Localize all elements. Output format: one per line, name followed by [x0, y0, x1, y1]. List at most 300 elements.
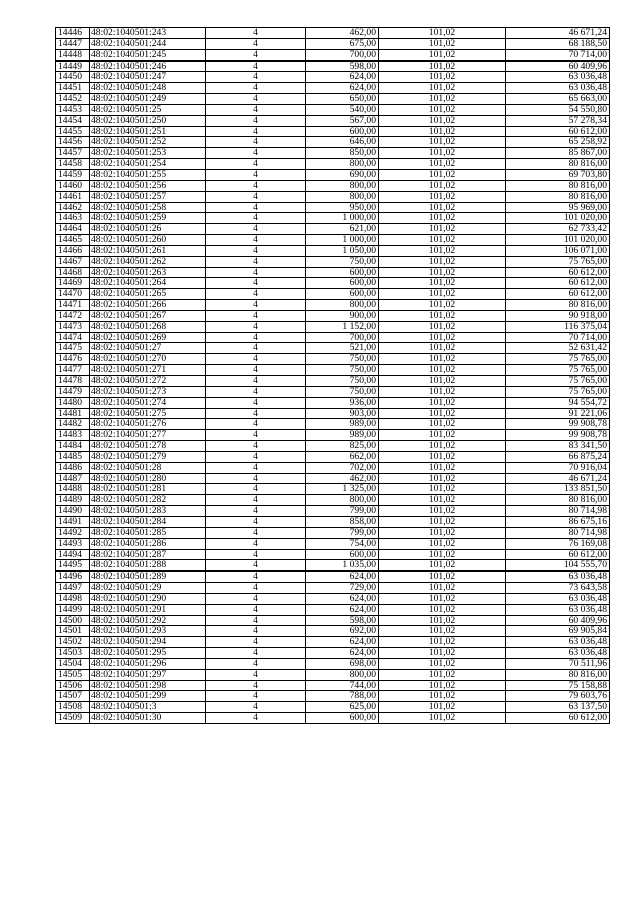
rate-cell: 101,02: [379, 419, 506, 430]
area-cell: 600,00: [306, 267, 379, 278]
table-row: [56, 516, 610, 527]
value-cell: 75 765,00: [506, 376, 610, 387]
category-cell: 4: [206, 691, 306, 702]
row-number-cell: 14450: [56, 72, 90, 83]
table-row: [56, 408, 610, 419]
value-cell: 63 036,48: [506, 83, 610, 94]
area-cell: 1 000,00: [306, 213, 379, 224]
area-cell: 989,00: [306, 419, 379, 430]
category-cell: 4: [206, 560, 306, 571]
table-row: [56, 658, 610, 669]
area-cell: 1 152,00: [306, 321, 379, 332]
cadastral-number-cell: 48:02:1040501:258: [90, 202, 206, 213]
value-cell: 63 036,48: [506, 604, 610, 615]
area-cell: 600,00: [306, 713, 379, 724]
row-number-cell: 14457: [56, 148, 90, 159]
cadastral-number-cell: 48:02:1040501:292: [90, 615, 206, 626]
rate-cell: 101,02: [379, 430, 506, 441]
rate-cell: 101,02: [379, 191, 506, 202]
cadastral-number-cell: 48:02:1040501:254: [90, 159, 206, 170]
row-number-cell: 14499: [56, 604, 90, 615]
value-cell: 80 816,00: [506, 300, 610, 311]
area-cell: 702,00: [306, 462, 379, 473]
row-number-cell: 14470: [56, 289, 90, 300]
row-number-cell: 14473: [56, 321, 90, 332]
category-cell: 4: [206, 235, 306, 246]
table-row: [56, 702, 610, 713]
rate-cell: 101,02: [379, 658, 506, 669]
table-row: [56, 83, 610, 94]
category-cell: 4: [206, 637, 306, 648]
cadastral-number-cell: 48:02:1040501:260: [90, 235, 206, 246]
row-number-cell: 14469: [56, 278, 90, 289]
area-cell: 825,00: [306, 441, 379, 452]
row-number-cell: 14456: [56, 137, 90, 148]
cadastral-number-cell: 48:02:1040501:259: [90, 213, 206, 224]
area-cell: 754,00: [306, 538, 379, 549]
value-cell: 83 341,50: [506, 441, 610, 452]
table-row: [56, 669, 610, 680]
value-cell: 80 816,00: [506, 495, 610, 506]
area-cell: 900,00: [306, 310, 379, 321]
area-cell: 800,00: [306, 191, 379, 202]
cadastral-number-cell: 48:02:1040501:251: [90, 126, 206, 137]
value-cell: 57 278,34: [506, 115, 610, 126]
area-cell: 903,00: [306, 408, 379, 419]
category-cell: 4: [206, 516, 306, 527]
rate-cell: 101,02: [379, 473, 506, 484]
value-cell: 70 511,96: [506, 658, 610, 669]
area-cell: 624,00: [306, 637, 379, 648]
table-row: [56, 289, 610, 300]
area-cell: 462,00: [306, 473, 379, 484]
rate-cell: 101,02: [379, 300, 506, 311]
value-cell: 63 036,48: [506, 571, 610, 582]
category-cell: 4: [206, 343, 306, 354]
value-cell: 70 714,00: [506, 49, 610, 60]
value-cell: 80 816,00: [506, 180, 610, 191]
row-number-cell: 14459: [56, 169, 90, 180]
row-number-cell: 14461: [56, 191, 90, 202]
value-cell: 73 643,58: [506, 583, 610, 594]
rate-cell: 101,02: [379, 680, 506, 691]
area-cell: 799,00: [306, 527, 379, 538]
table-row: [56, 473, 610, 484]
value-cell: 75 765,00: [506, 386, 610, 397]
area-cell: 692,00: [306, 626, 379, 637]
row-number-cell: 14506: [56, 680, 90, 691]
rate-cell: 101,02: [379, 691, 506, 702]
table-row: [56, 94, 610, 105]
area-cell: 598,00: [306, 615, 379, 626]
category-cell: 4: [206, 408, 306, 419]
cadastral-number-cell: 48:02:1040501:244: [90, 38, 206, 49]
area-cell: 850,00: [306, 148, 379, 159]
rate-cell: 101,02: [379, 61, 506, 72]
category-cell: 4: [206, 484, 306, 495]
rate-cell: 101,02: [379, 28, 506, 39]
rate-cell: 101,02: [379, 159, 506, 170]
rate-cell: 101,02: [379, 94, 506, 105]
row-number-cell: 14479: [56, 386, 90, 397]
table-row: [56, 680, 610, 691]
rate-cell: 101,02: [379, 104, 506, 115]
area-cell: 646,00: [306, 137, 379, 148]
value-cell: 95 969,00: [506, 202, 610, 213]
value-cell: 75 765,00: [506, 354, 610, 365]
area-cell: 540,00: [306, 104, 379, 115]
table-row: [56, 49, 610, 60]
row-number-cell: 14460: [56, 180, 90, 191]
category-cell: 4: [206, 148, 306, 159]
category-cell: 4: [206, 213, 306, 224]
table-row: [56, 615, 610, 626]
table-row: [56, 115, 610, 126]
category-cell: 4: [206, 159, 306, 170]
row-number-cell: 14454: [56, 115, 90, 126]
cadastral-number-cell: 48:02:1040501:25: [90, 104, 206, 115]
category-cell: 4: [206, 669, 306, 680]
table-row: [56, 484, 610, 495]
rate-cell: 101,02: [379, 484, 506, 495]
rate-cell: 101,02: [379, 38, 506, 49]
row-number-cell: 14502: [56, 637, 90, 648]
table-row: [56, 61, 610, 72]
area-cell: 936,00: [306, 397, 379, 408]
category-cell: 4: [206, 38, 306, 49]
rate-cell: 101,02: [379, 408, 506, 419]
category-cell: 4: [206, 506, 306, 517]
rate-cell: 101,02: [379, 213, 506, 224]
value-cell: 133 851,50: [506, 484, 610, 495]
row-number-cell: 14488: [56, 484, 90, 495]
rate-cell: 101,02: [379, 462, 506, 473]
table-row: [56, 310, 610, 321]
row-number-cell: 14480: [56, 397, 90, 408]
value-cell: 101 020,00: [506, 213, 610, 224]
row-number-cell: 14464: [56, 224, 90, 235]
table-row: [56, 441, 610, 452]
area-cell: 1 050,00: [306, 245, 379, 256]
area-cell: 600,00: [306, 289, 379, 300]
cadastral-number-cell: 48:02:1040501:299: [90, 691, 206, 702]
area-cell: 600,00: [306, 549, 379, 560]
category-cell: 4: [206, 376, 306, 387]
cadastral-number-cell: 48:02:1040501:252: [90, 137, 206, 148]
table-row: [56, 343, 610, 354]
table-row: [56, 126, 610, 137]
category-cell: 4: [206, 473, 306, 484]
table-row: [56, 148, 610, 159]
area-cell: 1 000,00: [306, 235, 379, 246]
row-number-cell: 14489: [56, 495, 90, 506]
category-cell: 4: [206, 365, 306, 376]
cadastral-number-cell: 48:02:1040501:27: [90, 343, 206, 354]
rate-cell: 101,02: [379, 278, 506, 289]
category-cell: 4: [206, 571, 306, 582]
value-cell: 80 714,98: [506, 506, 610, 517]
category-cell: 4: [206, 648, 306, 659]
rate-cell: 101,02: [379, 451, 506, 462]
value-cell: 63 137,50: [506, 702, 610, 713]
table-row: [56, 583, 610, 594]
area-cell: 625,00: [306, 702, 379, 713]
row-number-cell: 14478: [56, 376, 90, 387]
row-number-cell: 14503: [56, 648, 90, 659]
value-cell: 80 816,00: [506, 191, 610, 202]
row-number-cell: 14472: [56, 310, 90, 321]
row-number-cell: 14462: [56, 202, 90, 213]
row-number-cell: 14451: [56, 83, 90, 94]
category-cell: 4: [206, 626, 306, 637]
rate-cell: 101,02: [379, 332, 506, 343]
area-cell: 750,00: [306, 256, 379, 267]
table-row: [56, 180, 610, 191]
cadastral-number-cell: 48:02:1040501:290: [90, 593, 206, 604]
row-number-cell: 14481: [56, 408, 90, 419]
table-row: [56, 38, 610, 49]
cadastral-number-cell: 48:02:1040501:270: [90, 354, 206, 365]
rate-cell: 101,02: [379, 72, 506, 83]
cadastral-number-cell: 48:02:1040501:26: [90, 224, 206, 235]
value-cell: 63 036,48: [506, 648, 610, 659]
category-cell: 4: [206, 419, 306, 430]
category-cell: 4: [206, 267, 306, 278]
table-row: [56, 713, 610, 724]
category-cell: 4: [206, 289, 306, 300]
row-number-cell: 14505: [56, 669, 90, 680]
table-row: [56, 549, 610, 560]
cadastral-number-cell: 48:02:1040501:247: [90, 72, 206, 83]
cadastral-number-cell: 48:02:1040501:297: [90, 669, 206, 680]
row-number-cell: 14491: [56, 516, 90, 527]
value-cell: 99 908,78: [506, 430, 610, 441]
category-cell: 4: [206, 430, 306, 441]
rate-cell: 101,02: [379, 289, 506, 300]
cadastral-number-cell: 48:02:1040501:256: [90, 180, 206, 191]
row-number-cell: 14447: [56, 38, 90, 49]
cadastral-number-cell: 48:02:1040501:293: [90, 626, 206, 637]
area-cell: 650,00: [306, 94, 379, 105]
table-row: [56, 104, 610, 115]
category-cell: 4: [206, 202, 306, 213]
category-cell: 4: [206, 300, 306, 311]
rate-cell: 101,02: [379, 604, 506, 615]
area-cell: 675,00: [306, 38, 379, 49]
row-number-cell: 14501: [56, 626, 90, 637]
category-cell: 4: [206, 28, 306, 39]
cadastral-number-cell: 48:02:1040501:267: [90, 310, 206, 321]
value-cell: 69 703,80: [506, 169, 610, 180]
cadastral-number-cell: 48:02:1040501:291: [90, 604, 206, 615]
table-row: [56, 300, 610, 311]
cadastral-number-cell: 48:02:1040501:263: [90, 267, 206, 278]
table-row: [56, 224, 610, 235]
row-number-cell: 14497: [56, 583, 90, 594]
value-cell: 76 169,08: [506, 538, 610, 549]
row-number-cell: 14508: [56, 702, 90, 713]
cadastral-number-cell: 48:02:1040501:248: [90, 83, 206, 94]
area-cell: 624,00: [306, 593, 379, 604]
cadastral-number-cell: 48:02:1040501:272: [90, 376, 206, 387]
category-cell: 4: [206, 451, 306, 462]
rate-cell: 101,02: [379, 235, 506, 246]
table-row: [56, 604, 610, 615]
row-number-cell: 14504: [56, 658, 90, 669]
area-cell: 662,00: [306, 451, 379, 462]
table-row: [56, 354, 610, 365]
category-cell: 4: [206, 83, 306, 94]
category-cell: 4: [206, 604, 306, 615]
rate-cell: 101,02: [379, 49, 506, 60]
rate-cell: 101,02: [379, 702, 506, 713]
value-cell: 52 631,42: [506, 343, 610, 354]
cadastral-number-cell: 48:02:1040501:246: [90, 61, 206, 72]
table-row: [56, 191, 610, 202]
value-cell: 70 916,04: [506, 462, 610, 473]
table-row: [56, 376, 610, 387]
table-row: [56, 637, 610, 648]
cadastral-number-cell: 48:02:1040501:273: [90, 386, 206, 397]
area-cell: 621,00: [306, 224, 379, 235]
rate-cell: 101,02: [379, 397, 506, 408]
value-cell: 104 555,70: [506, 560, 610, 571]
value-cell: 80 714,98: [506, 527, 610, 538]
row-number-cell: 14494: [56, 549, 90, 560]
row-number-cell: 14486: [56, 462, 90, 473]
rate-cell: 101,02: [379, 376, 506, 387]
rate-cell: 101,02: [379, 506, 506, 517]
table-row: [56, 245, 610, 256]
rate-cell: 101,02: [379, 224, 506, 235]
category-cell: 4: [206, 137, 306, 148]
value-cell: 86 675,16: [506, 516, 610, 527]
table-row: [56, 386, 610, 397]
category-cell: 4: [206, 278, 306, 289]
rate-cell: 101,02: [379, 267, 506, 278]
value-cell: 60 612,00: [506, 549, 610, 560]
category-cell: 4: [206, 680, 306, 691]
rate-cell: 101,02: [379, 137, 506, 148]
value-cell: 62 733,42: [506, 224, 610, 235]
area-cell: 800,00: [306, 180, 379, 191]
area-cell: 690,00: [306, 169, 379, 180]
row-number-cell: 14466: [56, 245, 90, 256]
value-cell: 94 554,72: [506, 397, 610, 408]
value-cell: 65 258,92: [506, 137, 610, 148]
area-cell: 624,00: [306, 571, 379, 582]
rate-cell: 101,02: [379, 180, 506, 191]
area-cell: 729,00: [306, 583, 379, 594]
rate-cell: 101,02: [379, 343, 506, 354]
rate-cell: 101,02: [379, 321, 506, 332]
category-cell: 4: [206, 615, 306, 626]
area-cell: 624,00: [306, 648, 379, 659]
table-row: [56, 560, 610, 571]
table-row: [56, 256, 610, 267]
category-cell: 4: [206, 527, 306, 538]
table-row: [56, 202, 610, 213]
row-number-cell: 14455: [56, 126, 90, 137]
row-number-cell: 14496: [56, 571, 90, 582]
cadastral-number-cell: 48:02:1040501:285: [90, 527, 206, 538]
rate-cell: 101,02: [379, 560, 506, 571]
area-cell: 600,00: [306, 126, 379, 137]
table-row: [56, 430, 610, 441]
cadastral-number-cell: 48:02:1040501:288: [90, 560, 206, 571]
area-cell: 788,00: [306, 691, 379, 702]
table-row: [56, 648, 610, 659]
area-cell: 800,00: [306, 159, 379, 170]
category-cell: 4: [206, 72, 306, 83]
rate-cell: 101,02: [379, 148, 506, 159]
value-cell: 80 816,00: [506, 669, 610, 680]
row-number-cell: 14463: [56, 213, 90, 224]
rate-cell: 101,02: [379, 495, 506, 506]
table-row: [56, 462, 610, 473]
cadastral-number-cell: 48:02:1040501:277: [90, 430, 206, 441]
table-row: [56, 691, 610, 702]
cadastral-number-cell: 48:02:1040501:30: [90, 713, 206, 724]
table-row: [56, 28, 610, 39]
rate-cell: 101,02: [379, 310, 506, 321]
row-number-cell: 14448: [56, 49, 90, 60]
table-row: [56, 235, 610, 246]
category-cell: 4: [206, 397, 306, 408]
row-number-cell: 14474: [56, 332, 90, 343]
table-row: [56, 267, 610, 278]
value-cell: 69 905,84: [506, 626, 610, 637]
cadastral-number-cell: 48:02:1040501:257: [90, 191, 206, 202]
area-cell: 462,00: [306, 28, 379, 39]
row-number-cell: 14493: [56, 538, 90, 549]
table-row: [56, 538, 610, 549]
category-cell: 4: [206, 169, 306, 180]
row-number-cell: 14458: [56, 159, 90, 170]
value-cell: 75 765,00: [506, 256, 610, 267]
table-row: [56, 213, 610, 224]
row-number-cell: 14477: [56, 365, 90, 376]
cadastral-number-cell: 48:02:1040501:245: [90, 49, 206, 60]
area-cell: 700,00: [306, 49, 379, 60]
value-cell: 60 409,96: [506, 61, 610, 72]
value-cell: 60 409,96: [506, 615, 610, 626]
cadastral-number-cell: 48:02:1040501:264: [90, 278, 206, 289]
cadastral-number-cell: 48:02:1040501:253: [90, 148, 206, 159]
cadastral-number-cell: 48:02:1040501:294: [90, 637, 206, 648]
table-body: [56, 28, 610, 724]
table-row: [56, 365, 610, 376]
cadastral-value-table: [55, 27, 610, 724]
category-cell: 4: [206, 104, 306, 115]
rate-cell: 101,02: [379, 583, 506, 594]
category-cell: 4: [206, 321, 306, 332]
area-cell: 624,00: [306, 72, 379, 83]
area-cell: 698,00: [306, 658, 379, 669]
cadastral-number-cell: 48:02:1040501:298: [90, 680, 206, 691]
cadastral-number-cell: 48:02:1040501:284: [90, 516, 206, 527]
rate-cell: 101,02: [379, 516, 506, 527]
rate-cell: 101,02: [379, 538, 506, 549]
row-number-cell: 14487: [56, 473, 90, 484]
rate-cell: 101,02: [379, 126, 506, 137]
value-cell: 60 612,00: [506, 267, 610, 278]
area-cell: 521,00: [306, 343, 379, 354]
rate-cell: 101,02: [379, 571, 506, 582]
value-cell: 65 663,00: [506, 94, 610, 105]
value-cell: 85 867,00: [506, 148, 610, 159]
rate-cell: 101,02: [379, 365, 506, 376]
